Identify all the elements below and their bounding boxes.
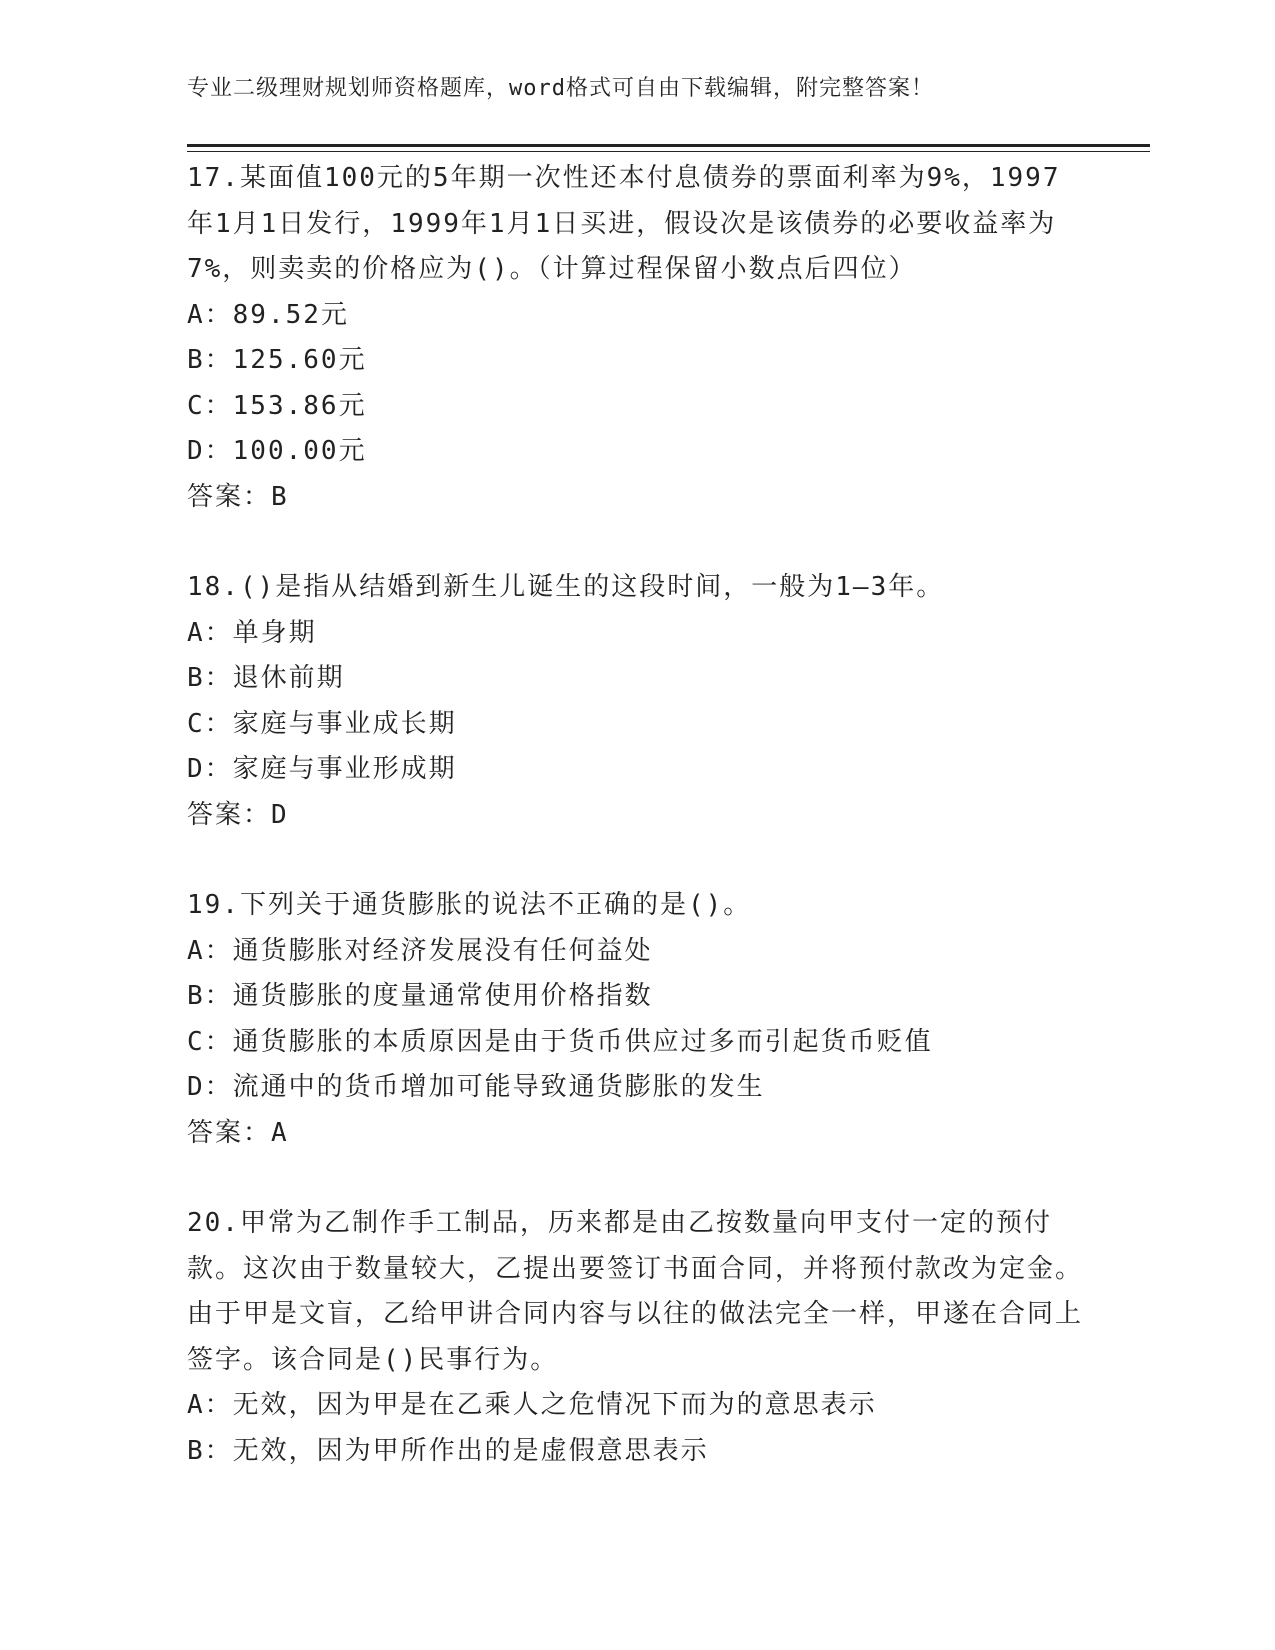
answer-line: 答案：A bbox=[187, 1117, 289, 1148]
page-header: 专业二级理财规划师资格题库，word格式可自由下载编辑，附完整答案！ bbox=[187, 76, 934, 101]
option-list bbox=[187, 611, 1087, 793]
question-19 bbox=[187, 883, 1087, 1156]
option-a: A：通货膨胀对经济发展没有任何益处 bbox=[187, 935, 653, 966]
question-18 bbox=[187, 565, 1087, 838]
option-b: B：无效，因为甲所作出的是虚假意思表示 bbox=[187, 1435, 709, 1466]
option-d: D：100.00元 bbox=[187, 436, 367, 466]
option-list bbox=[187, 929, 1087, 1111]
answer-line: 答案：B bbox=[187, 481, 289, 512]
header-divider-thick bbox=[187, 144, 1150, 147]
question-stem: 18.()是指从结婚到新生儿诞生的这段时间，一般为1—3年。 bbox=[187, 572, 945, 602]
option-d: D：家庭与事业形成期 bbox=[187, 754, 457, 784]
question-20 bbox=[187, 1201, 1087, 1474]
option-a: A：无效，因为甲是在乙乘人之危情况下而为的意思表示 bbox=[187, 1390, 877, 1420]
option-b: B：通货膨胀的度量通常使用价格指数 bbox=[187, 981, 653, 1011]
option-c: C：家庭与事业成长期 bbox=[187, 708, 457, 739]
option-a: A：89.52元 bbox=[187, 299, 349, 330]
option-list bbox=[187, 1383, 1087, 1474]
question-list bbox=[187, 156, 1087, 1519]
option-list bbox=[187, 293, 1087, 475]
question-stem: 19.下列关于通货膨胀的说法不正确的是()。 bbox=[187, 890, 752, 920]
option-c: C：153.86元 bbox=[187, 390, 367, 421]
header-divider-thin bbox=[187, 151, 1150, 152]
option-b: B：退休前期 bbox=[187, 663, 345, 693]
question-stem: 17.某面值100元的5年期一次性还本付息债券的票面利率为9%，1997年1月1日发行，1999年1月1日买进，假设次是该债券的必要收益率为7%，则卖卖的价格应为()。（计算过程保留小数点后四位） bbox=[187, 163, 1061, 284]
option-a: A：单身期 bbox=[187, 617, 317, 648]
option-d: D：流通中的货币增加可能导致通货膨胀的发生 bbox=[187, 1072, 765, 1102]
question-stem: 20.甲常为乙制作手工制品，历来都是由乙按数量向甲支付一定的预付款。这次由于数量较大，乙提出要签订书面合同，并将预付款改为定金。由于甲是文盲，乙给甲讲合同内容与以往的做法完全一样，甲遂在合同上签字。该合同是()民事行为。 bbox=[187, 1208, 1084, 1375]
option-c: C：通货膨胀的本质原因是由于货币供应过多而引起货币贬值 bbox=[187, 1026, 933, 1057]
option-b: B：125.60元 bbox=[187, 345, 367, 375]
question-17 bbox=[187, 156, 1087, 520]
answer-line: 答案：D bbox=[187, 799, 289, 830]
